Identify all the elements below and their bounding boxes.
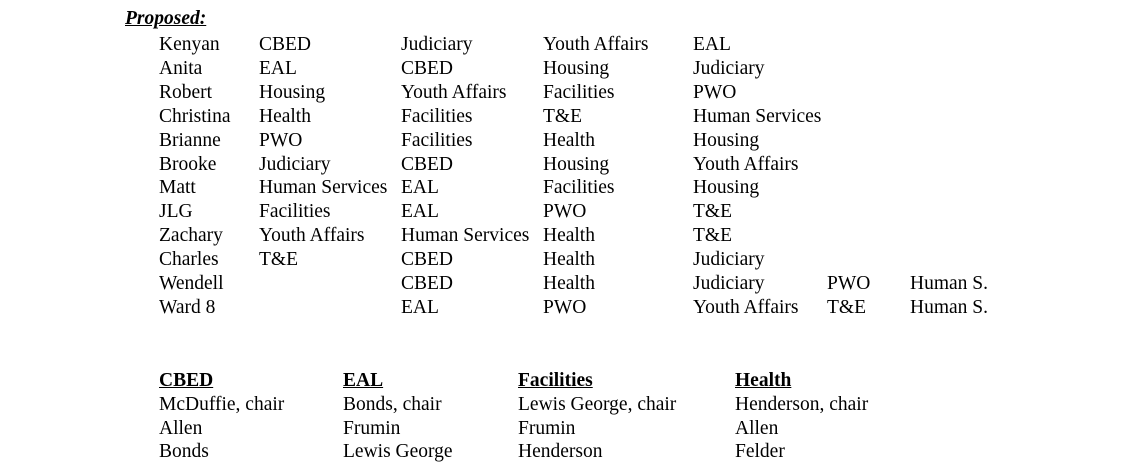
committee-column [159, 371, 284, 466]
member-name: Robert [159, 81, 213, 103]
committee-assignment: Housing [693, 129, 760, 151]
member-name: Ward 8 [159, 296, 216, 318]
committee-assignment: Youth Affairs [543, 34, 649, 55]
committee-assignment: Youth Affairs [693, 153, 799, 175]
committee-assignment: Facilities [401, 129, 473, 151]
committee-assignment: Youth Affairs [259, 225, 365, 247]
committee-column [518, 371, 676, 466]
committee-member: Bonds [159, 441, 209, 462]
committee-member: Henderson [518, 441, 603, 462]
committee-assignment: T&E [693, 201, 732, 223]
committee-assignment: Facilities [543, 81, 615, 103]
committee-assignment: Human S. [910, 296, 988, 318]
committee-assignment: Housing [543, 153, 610, 175]
assignment-row [0, 250, 1140, 274]
committee-assignment: Health [543, 225, 595, 247]
committee-title: Health [735, 370, 792, 391]
committee-member: Henderson, chair [735, 394, 869, 415]
committee-assignment: CBED [401, 249, 454, 271]
member-name: Zachary [159, 225, 223, 247]
committee-assignment: PWO [543, 201, 587, 223]
committee-assignment: Youth Affairs [693, 296, 799, 318]
assignment-row [0, 298, 1140, 322]
committee-column [343, 371, 453, 466]
committee-assignment: Health [543, 249, 595, 271]
committee-assignment: Health [543, 273, 595, 294]
committee-assignment: EAL [401, 296, 439, 318]
committee-assignment: Facilities [543, 177, 615, 199]
committee-member: Lewis George [343, 441, 453, 462]
committee-assignment: EAL [693, 34, 731, 55]
committee-member: McDuffie, chair [159, 394, 285, 415]
committee-assignment: Housing [543, 57, 610, 79]
committee-assignment: Judiciary [693, 273, 765, 294]
committee-assignment: Judiciary [693, 249, 765, 271]
assignment-row [0, 131, 1140, 155]
member-name: Brooke [159, 153, 217, 175]
committee-assignment: CBED [401, 273, 454, 294]
committee-assignment: Health [259, 105, 311, 127]
committee-assignment: Human S. [910, 273, 988, 294]
member-name: Anita [159, 57, 203, 79]
member-name: Wendell [159, 273, 224, 294]
committee-assignment: T&E [693, 225, 732, 247]
committee-assignment: Housing [259, 81, 326, 103]
member-name: Kenyan [159, 34, 220, 55]
proposed-heading: Proposed: [125, 8, 207, 29]
committee-assignment: Human Services [401, 225, 530, 247]
committee-column [735, 371, 868, 466]
committee-assignment: Human Services [693, 105, 822, 127]
committee-assignment: Judiciary [401, 34, 473, 55]
committee-assignment: PWO [259, 129, 303, 151]
member-name: JLG [159, 201, 193, 223]
assignment-row [0, 83, 1140, 107]
committee-title: CBED [159, 370, 214, 391]
committee-assignment: T&E [827, 296, 866, 318]
assignment-row [0, 202, 1140, 226]
committee-assignment: Facilities [259, 201, 331, 223]
committee-assignment: PWO [693, 81, 737, 103]
committee-member: Felder [735, 441, 785, 462]
committee-title: EAL [343, 370, 384, 391]
committee-assignment: T&E [259, 249, 298, 271]
committee-member: Frumin [518, 417, 576, 439]
assignment-row [0, 178, 1140, 202]
member-name: Charles [159, 249, 219, 271]
member-name: Christina [159, 105, 231, 127]
committee-assignment: PWO [827, 273, 871, 294]
committee-assignment: Health [543, 129, 595, 151]
assignment-row [0, 226, 1140, 250]
committee-assignment: Human Services [259, 177, 388, 199]
committee-assignment: EAL [401, 201, 439, 223]
committee-assignment: Judiciary [693, 57, 765, 79]
committee-assignment: EAL [401, 177, 439, 199]
committee-assignment: Judiciary [259, 153, 331, 175]
committee-member: Frumin [343, 417, 401, 439]
assignment-row [0, 35, 1140, 59]
committee-member: Lewis George, chair [518, 394, 677, 415]
committee-title: Facilities [518, 370, 593, 391]
committee-assignment: Youth Affairs [401, 81, 507, 103]
committee-assignment: Housing [693, 177, 760, 199]
committee-member: Allen [159, 417, 203, 439]
committee-member: Allen [735, 417, 779, 439]
committee-assignment: PWO [543, 296, 587, 318]
assignment-row [0, 107, 1140, 131]
committee-assignment: Facilities [401, 105, 473, 127]
committee-assignment: T&E [543, 105, 582, 127]
committee-assignment: CBED [401, 57, 454, 79]
member-name: Brianne [159, 129, 221, 151]
committee-assignment: EAL [259, 57, 297, 79]
committee-assignment: CBED [259, 34, 312, 55]
member-name: Matt [159, 177, 196, 199]
assignment-row [0, 274, 1140, 298]
assignment-row [0, 59, 1140, 83]
assignment-row [0, 155, 1140, 179]
committee-assignment: CBED [401, 153, 454, 175]
committee-member: Bonds, chair [343, 394, 442, 415]
